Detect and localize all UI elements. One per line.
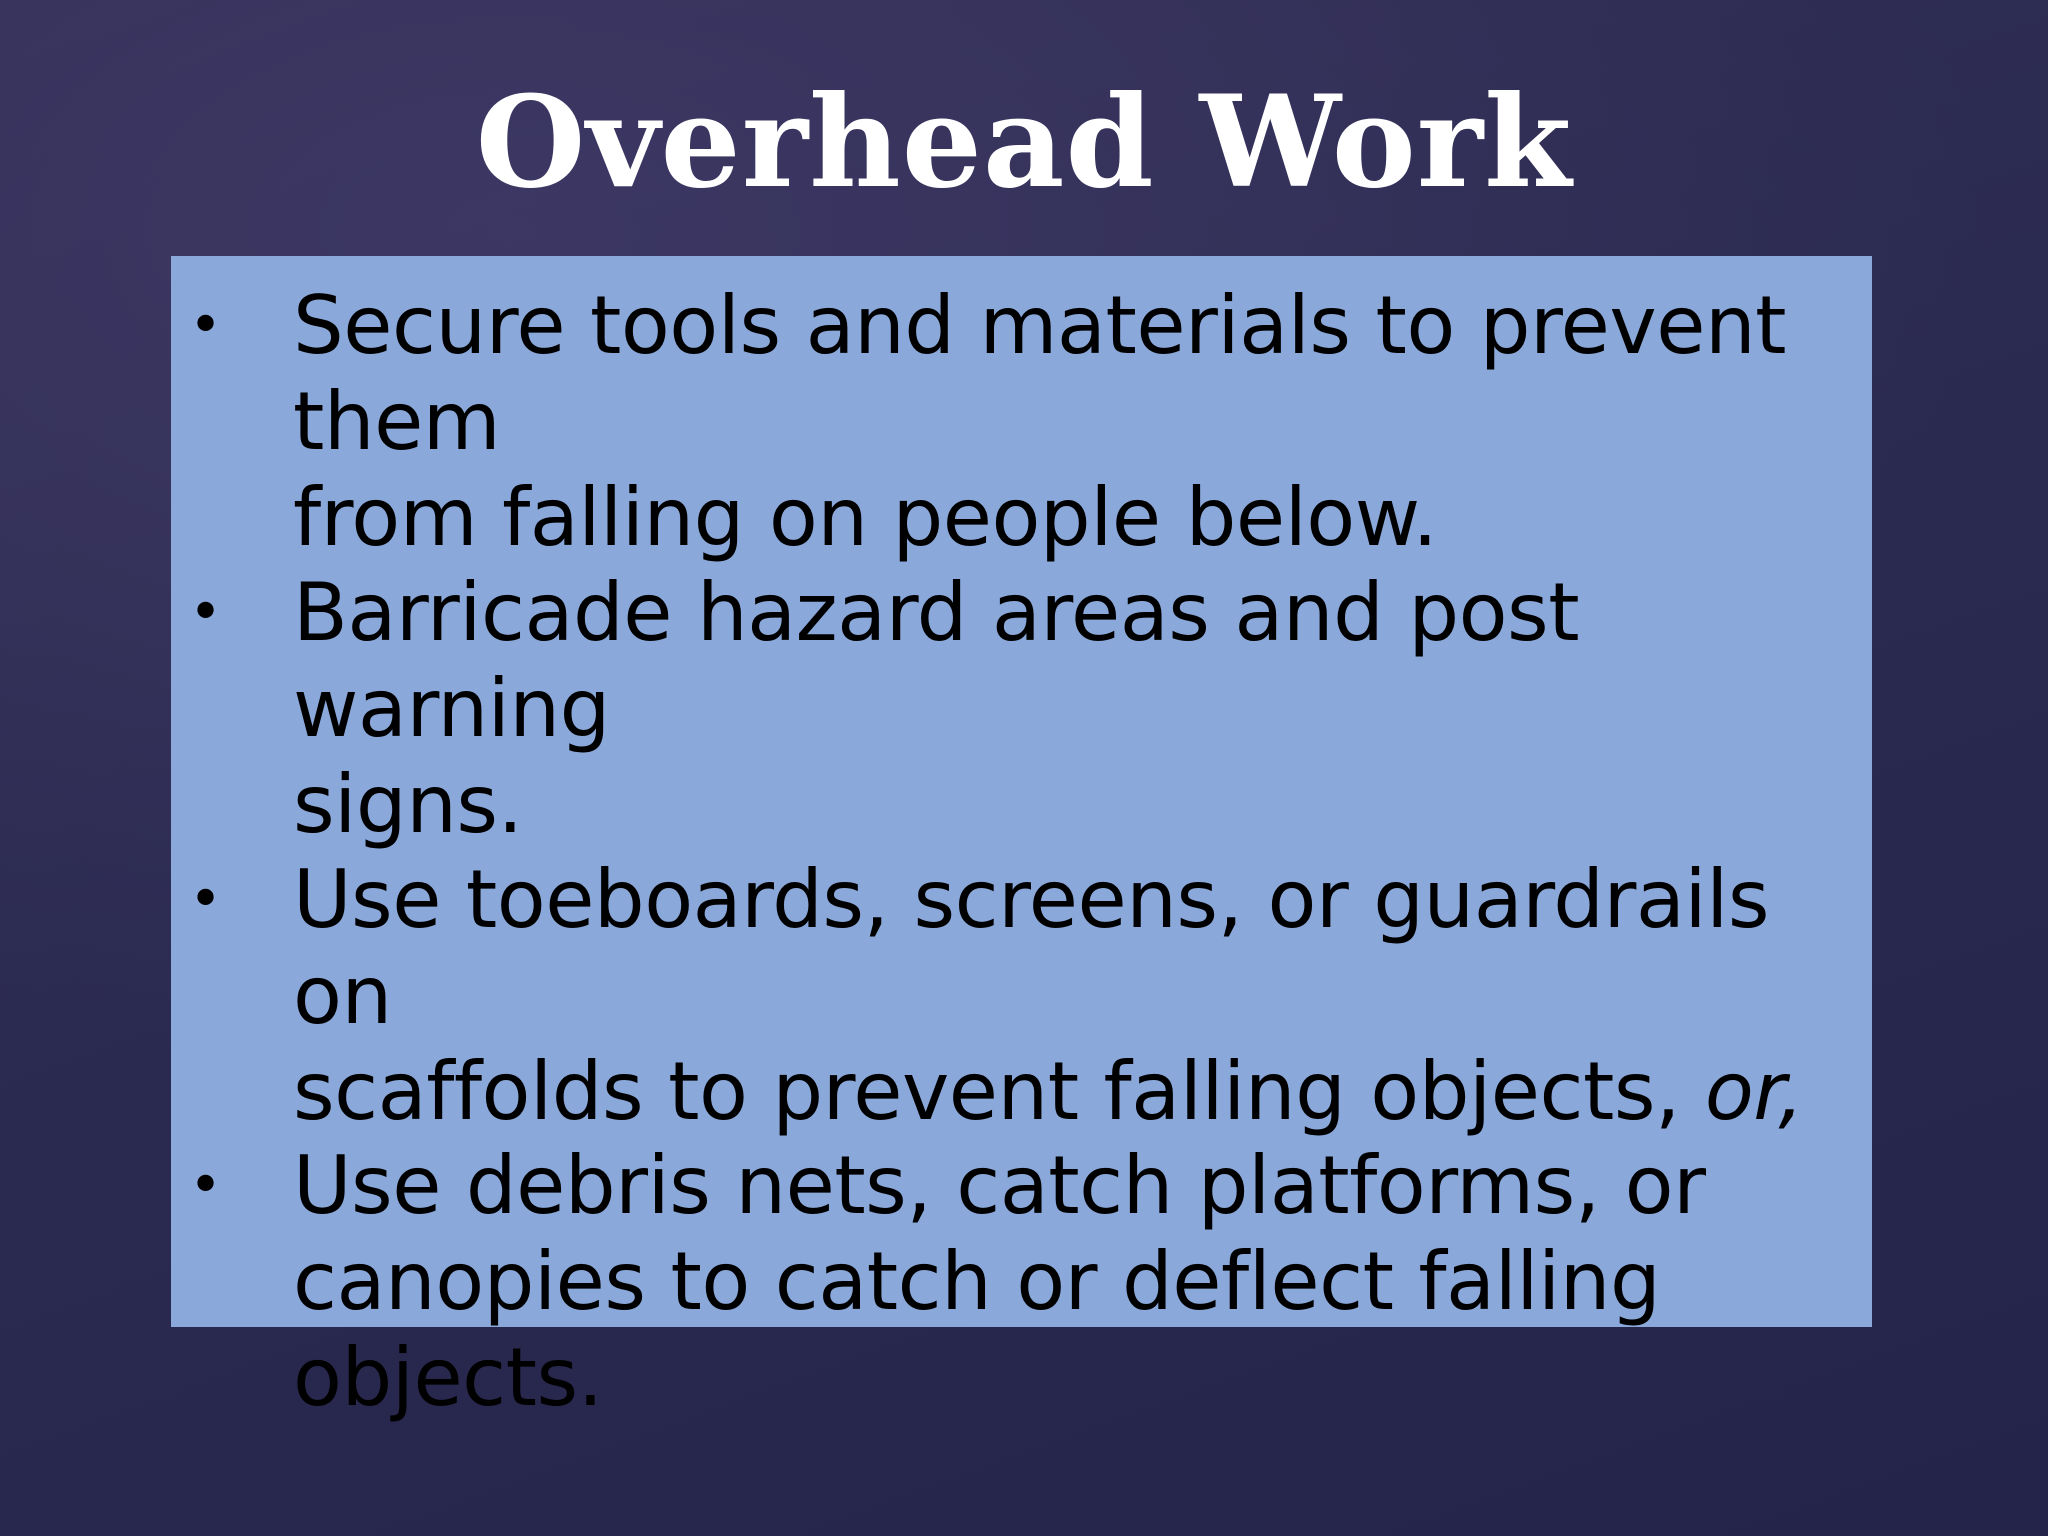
- bullet-line: Use debris nets, catch platforms, or: [293, 1139, 1706, 1232]
- bullet-line: Barricade hazard areas and post warning: [293, 566, 1580, 755]
- bullet-marker: •: [189, 293, 223, 358]
- emphasis-text: or,: [1704, 1045, 1804, 1138]
- bullet-line: Secure tools and materials to prevent them: [293, 279, 1787, 468]
- bullet-marker: •: [189, 1153, 223, 1218]
- bullet-line: canopies to catch or deflect falling objects.: [293, 1235, 1661, 1424]
- content-box: [171, 256, 1872, 1424]
- bullet-text: [293, 278, 1853, 566]
- bullet-line: [293, 1044, 1853, 1140]
- bullet-marker: •: [189, 867, 223, 932]
- slide-title: Overhead Work: [475, 68, 1573, 216]
- bullet-text: [293, 852, 1853, 1140]
- bullet-text: [293, 565, 1853, 853]
- bullet-line-text: scaffolds to prevent falling objects,: [293, 1045, 1705, 1138]
- bullet-marker: •: [189, 580, 223, 645]
- bullet-text: [293, 1138, 1853, 1426]
- bullet-line: from falling on people below.: [293, 471, 1438, 564]
- bullet-line: signs.: [293, 758, 523, 851]
- bullet-line: Use toeboards, screens, or guardrails on: [293, 853, 1770, 1042]
